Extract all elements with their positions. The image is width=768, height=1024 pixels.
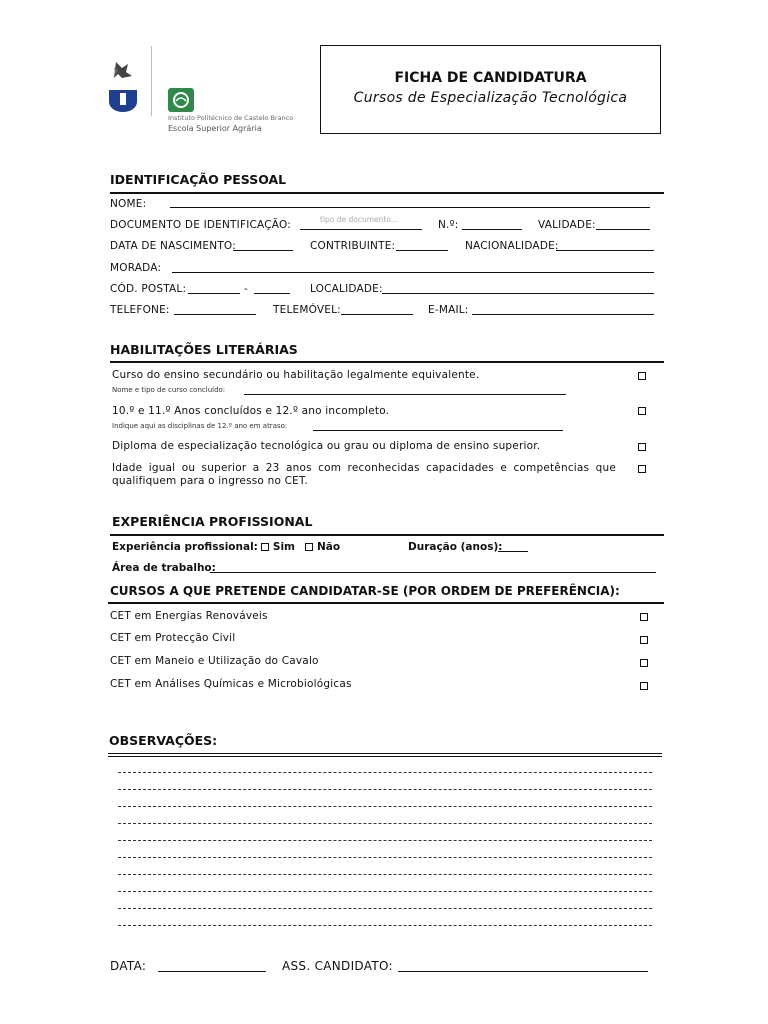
observation-line[interactable] — [118, 874, 652, 875]
observation-line[interactable] — [118, 772, 652, 773]
course-name-field[interactable] — [244, 394, 566, 395]
phone-label: TELEFONE: — [110, 304, 170, 316]
observation-line[interactable] — [118, 891, 652, 892]
experience-label: Experiência profissional: — [112, 541, 258, 553]
birth-date-field[interactable] — [233, 250, 293, 251]
experience-row — [112, 541, 295, 553]
name-label: NOME: — [110, 198, 147, 210]
course-option-2: CET em Protecção Civil — [110, 632, 236, 644]
personal-id-heading: IDENTIFICAÇÃO PESSOAL — [110, 172, 287, 187]
postal-code-dash: - — [244, 283, 248, 295]
courses-heading: CURSOS A QUE PRETENDE CANDIDATAR-SE (POR ORDEM DE PREFERÊNCIA): — [110, 584, 620, 598]
observation-line[interactable] — [118, 806, 652, 807]
document-type-placeholder[interactable]: tipo de documento... — [320, 215, 398, 224]
observation-line[interactable] — [118, 925, 652, 926]
qualification-checkbox-2[interactable] — [638, 407, 646, 415]
university-crest-logo — [106, 58, 140, 114]
postal-code-suffix-field[interactable] — [254, 293, 290, 294]
nationality-label: NACIONALIDADE: — [465, 240, 559, 252]
qualification-option-4: Idade igual ou superior a 23 anos com reconhecidas capacidades e competências que qualifiquem para o ingresso no CET. — [112, 462, 616, 487]
observation-line[interactable] — [118, 789, 652, 790]
form-subtitle: Cursos de Especialização Tecnológica — [353, 90, 628, 106]
postal-code-field[interactable] — [188, 293, 240, 294]
signature-label: ASS. CANDIDATO: — [282, 959, 393, 973]
address-field[interactable] — [172, 272, 654, 273]
section-rule — [110, 534, 664, 536]
duration-field[interactable] — [498, 551, 528, 552]
course-checkbox-1[interactable] — [640, 613, 648, 621]
course-checkbox-3[interactable] — [640, 659, 648, 667]
number-label: N.º: — [438, 219, 459, 231]
document-field[interactable] — [300, 229, 422, 230]
validity-label: VALIDADE: — [538, 219, 596, 231]
pending-subjects-field[interactable] — [313, 430, 563, 431]
locality-label: LOCALIDADE: — [310, 283, 383, 295]
institute-name: Instituto Politécnico de Castelo Branco — [168, 114, 294, 122]
section-rule — [110, 192, 664, 194]
qualification-checkbox-3[interactable] — [638, 443, 646, 451]
name-field[interactable] — [170, 207, 650, 208]
qualification-option-3: Diploma de especialização tecnológica ou grau ou diploma de ensino superior. — [112, 440, 541, 452]
observation-line[interactable] — [118, 857, 652, 858]
experience-no-label: Não — [317, 541, 341, 553]
section-double-rule-bottom — [108, 756, 662, 757]
section-double-rule-top — [108, 753, 662, 754]
qualification-hint-1: Nome e tipo de curso concluído: — [112, 386, 226, 394]
logo-divider — [151, 46, 152, 116]
email-label: E-MAIL: — [428, 304, 469, 316]
work-area-field[interactable] — [210, 572, 656, 573]
postal-code-label: CÓD. POSTAL: — [110, 283, 187, 295]
taxpayer-field[interactable] — [396, 250, 448, 251]
validity-field[interactable] — [596, 229, 650, 230]
course-checkbox-4[interactable] — [640, 682, 648, 690]
signature-field[interactable] — [398, 971, 648, 972]
experience-yes-checkbox[interactable] — [261, 543, 269, 551]
qualification-checkbox-1[interactable] — [638, 372, 646, 380]
number-field[interactable] — [462, 229, 522, 230]
course-option-3: CET em Maneio e Utilização do Cavalo — [110, 655, 319, 667]
taxpayer-label: CONTRIBUINTE: — [310, 240, 396, 252]
mobile-field[interactable] — [341, 314, 413, 315]
observations-heading: OBSERVAÇÕES: — [109, 733, 218, 748]
birth-date-label: DATA DE NASCIMENTO: — [110, 240, 236, 252]
observation-line[interactable] — [118, 823, 652, 824]
qualification-option-1: Curso do ensino secundário ou habilitação legalmente equivalente. — [112, 369, 480, 381]
course-checkbox-2[interactable] — [640, 636, 648, 644]
document-label: DOCUMENTO DE IDENTIFICAÇÃO: — [110, 219, 291, 231]
date-label: DATA: — [110, 959, 147, 973]
observation-line[interactable] — [118, 908, 652, 909]
work-area-label: Área de trabalho: — [112, 562, 216, 574]
course-option-4: CET em Análises Químicas e Microbiológicas — [110, 678, 352, 690]
form-title: FICHA DE CANDIDATURA — [394, 70, 587, 86]
qualification-checkbox-4[interactable] — [638, 465, 646, 473]
email-field[interactable] — [472, 314, 654, 315]
school-name: Escola Superior Agrária — [168, 124, 262, 133]
qualifications-heading: HABILITAÇÕES LITERÁRIAS — [110, 342, 298, 357]
duration-label: Duração (anos): — [408, 541, 503, 553]
experience-yes-label: Sim — [272, 541, 295, 553]
section-rule — [108, 602, 664, 604]
section-rule — [110, 361, 664, 363]
address-label: MORADA: — [110, 262, 162, 274]
locality-field[interactable] — [382, 293, 654, 294]
qualification-option-2: 10.º e 11.º Anos concluídos e 12.º ano incompleto. — [112, 405, 390, 417]
experience-no-row — [305, 541, 340, 553]
nationality-field[interactable] — [556, 250, 654, 251]
course-option-1: CET em Energias Renováveis — [110, 610, 268, 622]
qualification-hint-2: Indique aqui as disciplinas de 12.º ano em atraso: — [112, 422, 288, 430]
experience-heading: EXPERIÊNCIA PROFISSIONAL — [112, 514, 313, 529]
observation-line[interactable] — [118, 840, 652, 841]
mobile-label: TELEMÓVEL: — [273, 304, 341, 316]
school-logo-icon — [168, 88, 194, 112]
experience-no-checkbox[interactable] — [305, 543, 313, 551]
date-field[interactable] — [158, 971, 266, 972]
phone-field[interactable] — [174, 314, 256, 315]
